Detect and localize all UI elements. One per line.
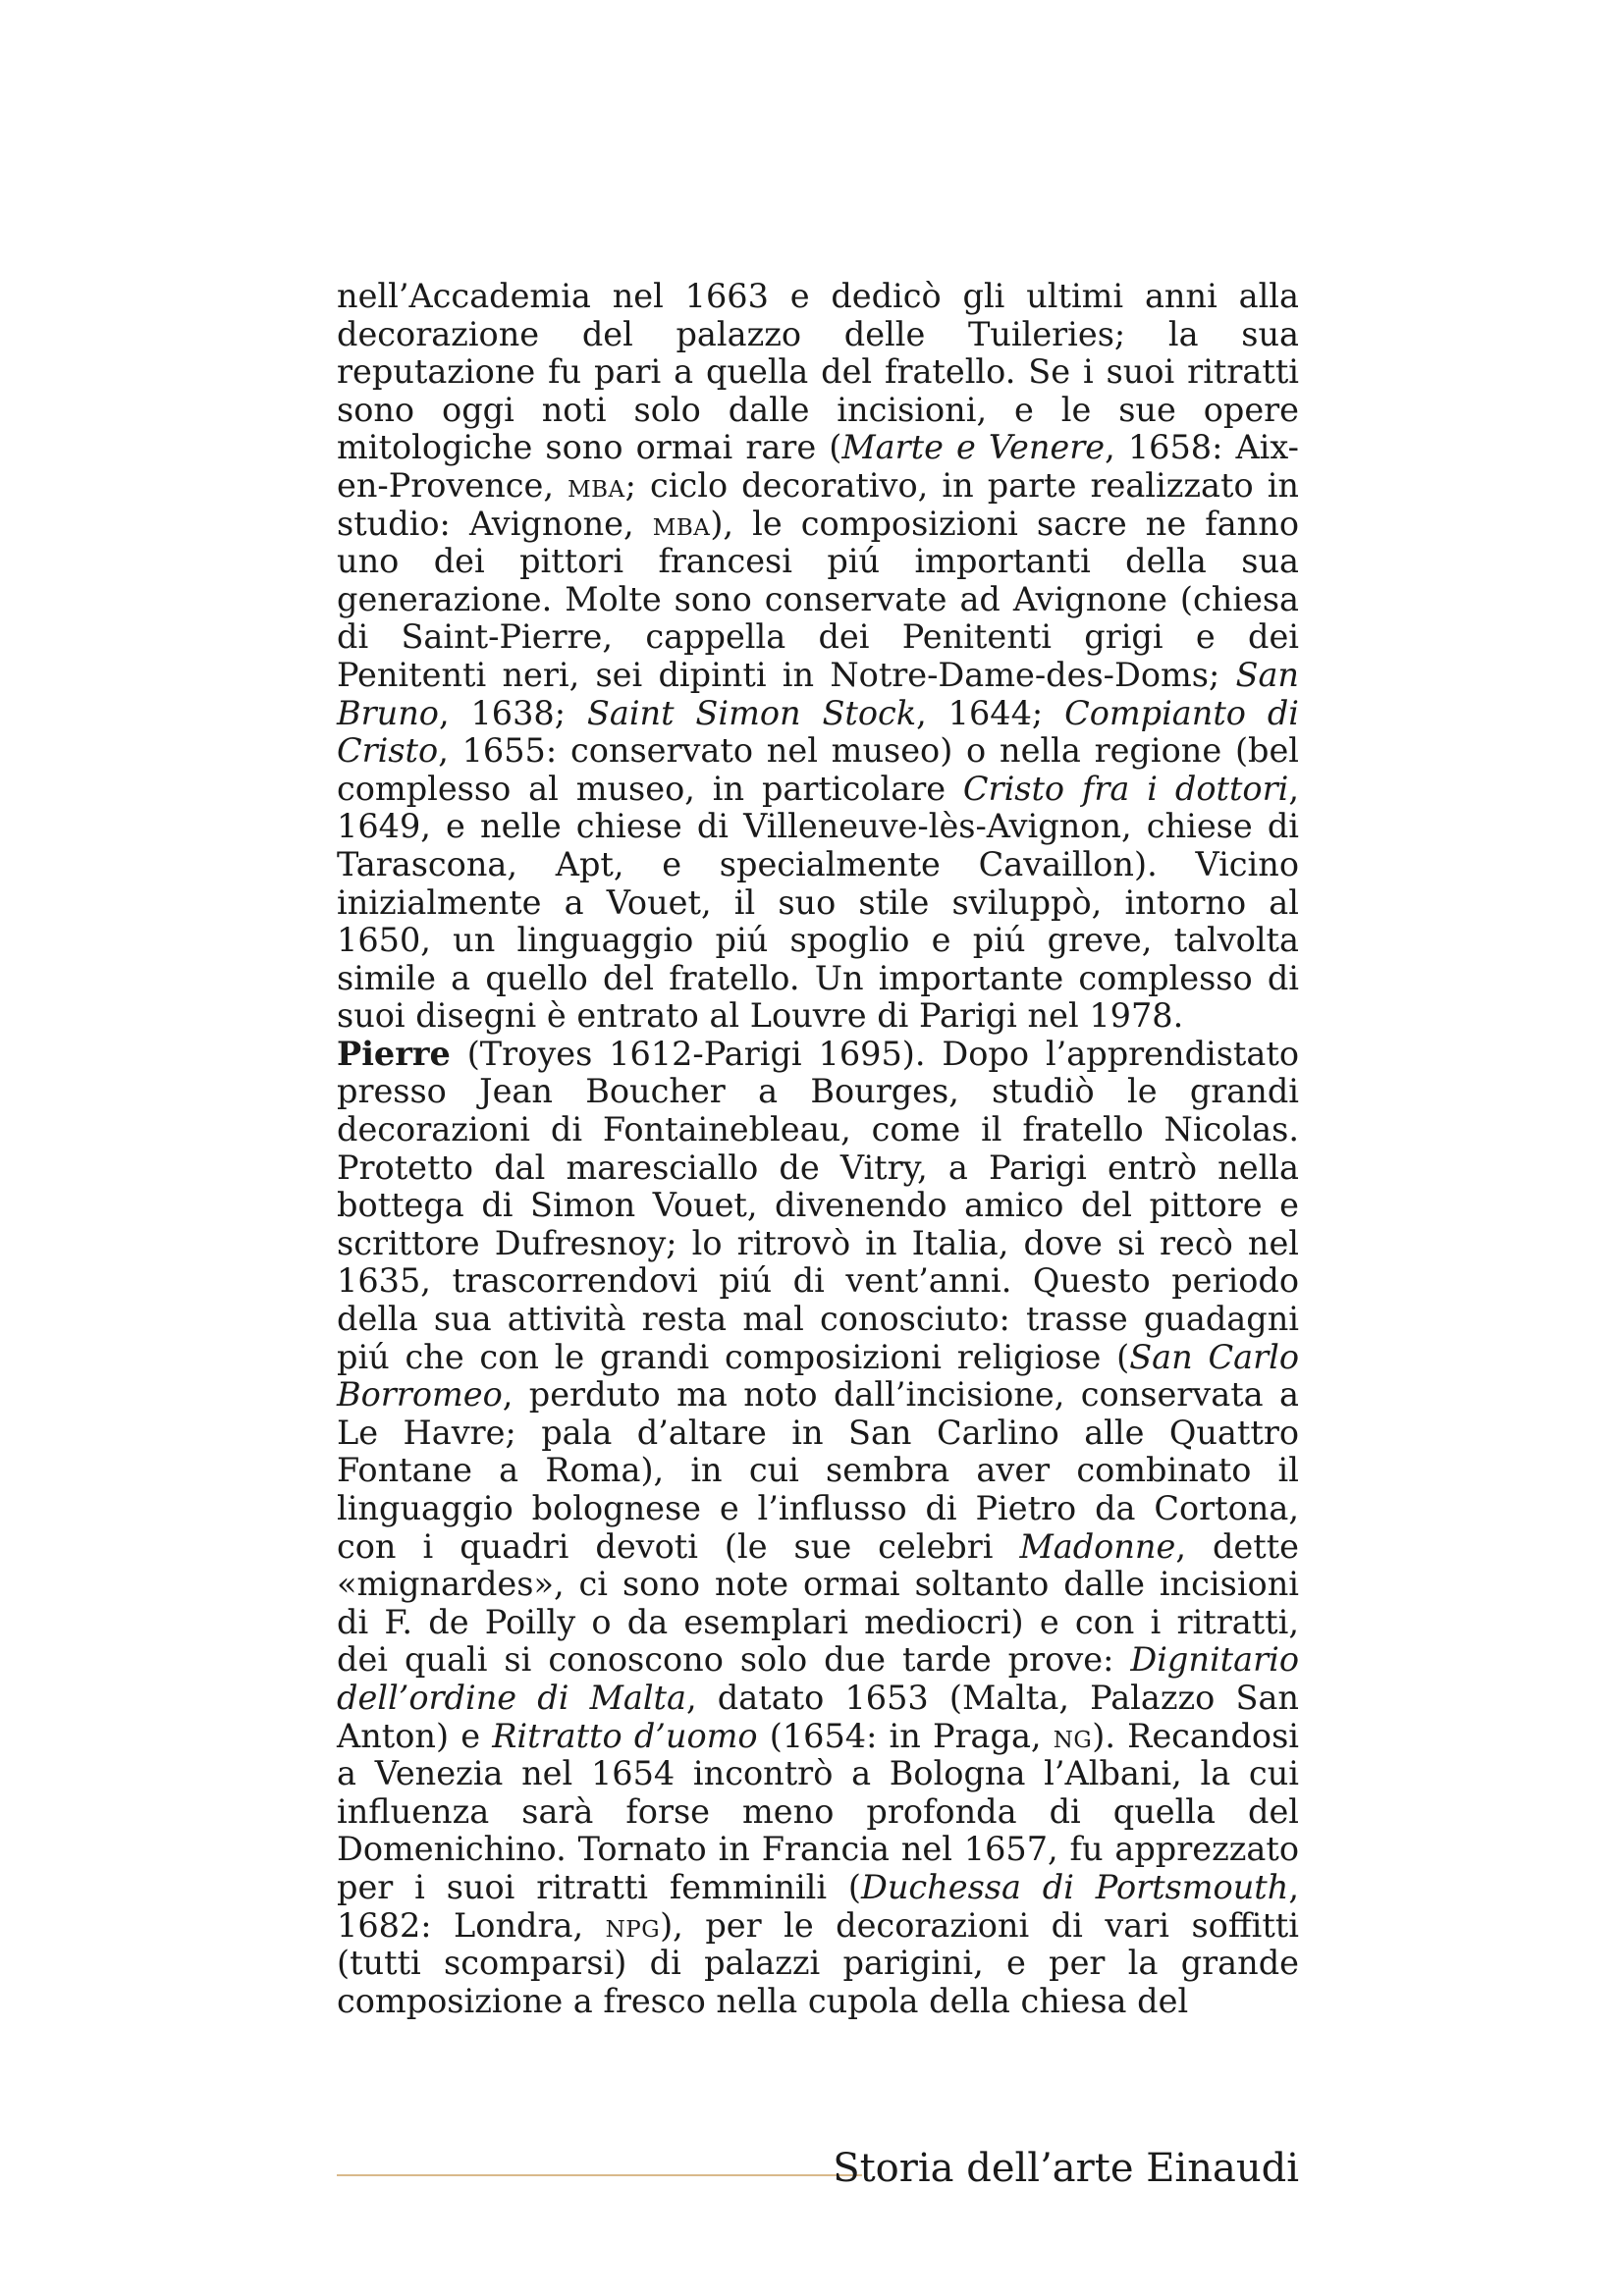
italic-run: San Carlo Borromeo — [337, 1337, 1299, 1415]
text-run: nell’Accademia nel 1663 e dedicò gli ultimi anni alla decorazione del palazzo delle Tuileries; la sua reputazione fu pari a quella del fratello. Se i suoi ritratti sono oggi noti solo dalle incisioni, e le sue opere mitologiche sono ormai rare ( — [337, 277, 1299, 467]
text-run: ), le composizioni sacre ne fanno uno dei pittori francesi piú importanti della sua generazione. Molte sono conservate ad Avignone (chiesa di Saint-Pierre, cappella dei Penitenti grigi e dei Penitenti neri, sei dipinti in Notre-Dame-des-Doms; — [337, 504, 1299, 694]
abbreviation: ng — [1053, 1716, 1093, 1755]
entry-heading: Pierre — [337, 1034, 451, 1073]
italic-run: Dignitario dell’ordine di Malta — [337, 1640, 1299, 1717]
abbreviation: npg — [605, 1905, 661, 1945]
paragraph-1 — [337, 278, 1299, 1036]
text-run: , datato 1653 (Malta, Palazzo San Anton) e — [337, 1678, 1299, 1755]
text-run: ). Recandosi a Venezia nel 1654 incontrò a Bologna l’Albani, la cui influenza sarà forse meno profonda di quella del Domenichino. Tornato in Francia nel 1657, fu apprezzato per i suoi ritratti femminili ( — [337, 1716, 1300, 1906]
paragraph-2 — [337, 1036, 1299, 2020]
text-run: , 1649, e nelle chiese di Villeneuve-lès-Avignon, chiese di Tarascona, Apt, e specialmente Cavaillon). Vicino inizialmente a Vouet, il suo stile sviluppò, intorno al 1650, un linguaggio piú spoglio e piú greve, talvolta simile a quello del fratello. Un importante complesso di suoi disegni è entrato al Louvre di Parigi nel 1978. — [337, 769, 1299, 1036]
abbreviation: mba — [568, 465, 625, 505]
abbreviation: mba — [652, 504, 711, 543]
footer-rule — [337, 2174, 862, 2176]
text-run: , 1638; — [438, 693, 587, 732]
italic-run: Duchessa di Portsmouth — [860, 1867, 1289, 1906]
text-run: ), per le decorazioni di vari soffitti (tutti scomparsi) di palazzi parigini, e per la grande composizione a fresco nella cupola della chiesa del — [337, 1905, 1299, 2020]
italic-run: Marte e Venere — [841, 428, 1106, 467]
italic-run: San Bruno — [337, 655, 1299, 732]
italic-run: Ritratto d’uomo — [492, 1716, 758, 1755]
italic-run: Compianto di Cristo — [337, 693, 1299, 771]
text-run: , perduto ma noto dall’incisione, conservata a Le Havre; pala d’altare in San Carlino alle Quattro Fontane a Roma), in cui sembra aver combinato il linguaggio bolognese e l’influsso di Pietro da Cortona, con i quadri devoti (le sue celebri — [337, 1375, 1299, 1566]
text-run: (1654: in Praga, — [757, 1716, 1054, 1755]
text-run: , 1658: Aix-en-Provence, — [337, 428, 1299, 505]
italic-run: Saint Simon Stock — [586, 693, 917, 732]
text-run: , dette «mignardes», ci sono note ormai soltanto dalle incisioni di F. de Poilly o da esemplari mediocri) e con i ritratti, dei quali si conoscono solo due tarde prove: — [337, 1526, 1299, 1680]
body-text — [337, 278, 1299, 2020]
text-run: , 1644; — [916, 693, 1065, 732]
text-run: (Troyes 1612-Parigi 1695). Dopo l’apprendistato presso Jean Boucher a Bourges, studiò le grandi decorazioni di Fontainebleau, come il fratello Nicolas. Protetto dal maresciallo de Vitry, a Parigi entrò nella bottega di Simon Vouet, divenendo amico del pittore e scrittore Dufresnoy; lo ritrovò in Italia, dove si recò nel 1635, trascorrendovi piú di vent’anni. Questo periodo della sua attività resta mal conosciuto: trasse guadagni piú che con le grandi composizioni religiose ( — [337, 1034, 1299, 1376]
italic-run: Madonne — [1019, 1526, 1176, 1566]
italic-run: Cristo fra i dottori — [962, 769, 1289, 808]
text-run: , 1655: conservato nel museo) o nella regione (bel complesso al museo, in particolare — [337, 731, 1299, 808]
footer-title: Storia dell’arte Einaudi — [833, 2146, 1299, 2191]
text-run: , 1682: Londra, — [337, 1867, 1299, 1945]
text-run: ; ciclo decorativo, in parte realizzato in studio: Avignone, — [337, 465, 1299, 543]
